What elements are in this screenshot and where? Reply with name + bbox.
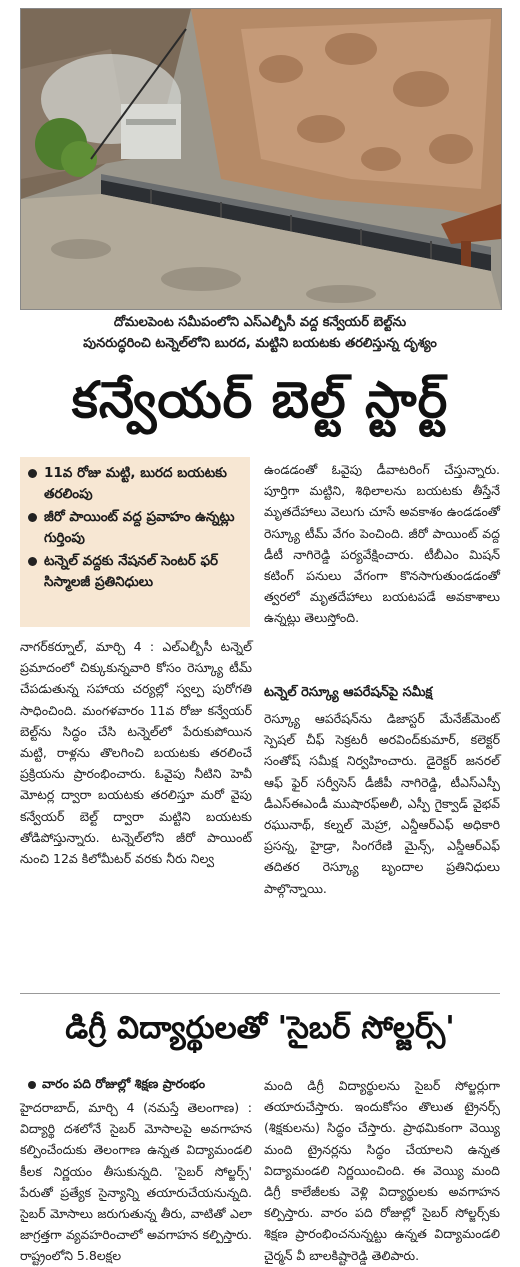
bullet-icon <box>28 513 37 522</box>
highlights-box <box>20 457 250 627</box>
conveyor-belt-photo <box>21 9 501 309</box>
bullet-icon <box>28 557 37 566</box>
story2-subhead <box>28 1075 258 1093</box>
body-paragraph: నాగర్‌కర్నూల్, మార్చి 4 : ఎల్ఎల్బీసీ టన్నెల్ ప్రమాదంలో చిక్కుకున్నవారి కోసం రెస్క్యూ టీమ్ చేపడుతున్న సహాయ చర్యల్లో స్వల్ప పురోగతి సాధించింది. మంగళవారం 11వ రోజు కన్వేయర్ బెల్ట్‌ను సిద్ధం చేసి టన్నెల్‌లో పేరుకుపోయిన మట్టి, రాళ్లను తొలగించి బయటకు తరలించే ప్రక్రియను ప్రారంభించారు. ఓవైపు నీటిని హెవీ మోటర్ల ద్వారా బయటకు తరలిస్తూ మరో వైపు కన్వేయర్ బెల్ట్ ద్వారా మట్టిని బయటకు తోడిపోస్తున్నారు. టన్నెల్‌లోని జీరో పాయింట్ నుంచి 12వ కిలోమీటర్ వరకు నీరు నిల్వ <box>20 639 252 867</box>
section-divider <box>20 993 500 994</box>
story2-body-right <box>264 1075 500 1266</box>
highlight-text: 11వ రోజు మట్టి, బురద బయటకు తరలింపు <box>44 465 227 502</box>
story-subhead: టన్నెల్ రెస్క్యూ ఆపరేషన్‌పై సమీక్ష <box>264 685 433 700</box>
body-paragraph: ఉండడంతో ఓవైపు డీవాటరింగ్ చేస్తున్నారు. పూర్తిగా మట్టిని, శిథిలాలను బయటకు తీస్తేనే మృతదేహాలు వెలుగు చూసే అవకాశం ఉండడంతో రెస్క్యూ టీమ్ వేగం పెంచింది. జీరో పాయింట్ వద్ద డీటీ నాగిరెడ్డి పర్యవేక్షించారు. టీబీఎం మిషన్ కటింగ్ పనులు వేగంగా కొనసాగుతుండడంతో త్వరలో మృతదేహాలు బయటపడే అవకాశాలు ఉన్నట్లు తెలుస్తోంది. <box>264 462 500 626</box>
caption-line-2: పునరుద్ధరించి టన్నెల్‌లోని బురద, మట్టిని బయటకు తరలిస్తున్న దృశ్యం <box>83 336 437 351</box>
body-paragraph: రెస్క్యూ ఆపరేషన్‌ను డిజాస్టర్ మేనేజ్‌మెంట్ స్పెషల్ చీఫ్ సెక్రటరీ అరవింద్‌కుమార్, కలెక్టర్ సంతోష్ సమీక్ష నిర్వహించారు. డైరెక్టర్ జనరల్ ఆఫ్ ఫైర్ సర్వీసెస్ డీజీపీ నాగిరెడ్డి, టీఎస్ఎస్పీ డీఎస్ఈఎండీ ముషారఫ్‌అలీ, ఎస్పీ గైక్వాడ్ వైభవ్ రఘునాథ్, కల్నల్ మెహ్రా, ఎన్డీఆర్ఎఫ్ అధికారి ప్రసన్న, హైడ్రా, సింగరేణి మైన్స్, ఎస్డీఆర్ఎఫ్ తదితర రెస్క్యూ బృందాల ప్రతినిధులు పాల్గొన్నాయి. <box>264 711 500 896</box>
story-headline: కన్వేయర్ బెల్ట్ స్టార్ట్ <box>71 371 449 429</box>
bullet-icon <box>28 1081 36 1089</box>
story-body-left <box>20 636 252 869</box>
highlight-item <box>28 507 242 549</box>
body-paragraph: హైదరాబాద్, మార్చి 4 (నమస్తే తెలంగాణ) : విద్యార్థి దశలోనే సైబర్ మోసాలపై అవగాహన కల్పించేందుకు తెలంగాణ ఉన్నత విద్యామండలి కీలక నిర్ణయం తీసుకున్నది. 'సైబర్ సోల్జర్స్' పేరుతో ప్రత్యేక సైన్యాన్ని తయారుచేయనున్నది. సైబర్ మోసాలు జరుగుతున్న తీరు, వాటితో ఎలా జాగ్రత్తగా వ్యవహరించాలో అవగాహన కల్పిస్తారు. రాష్ట్రంలోని 5.8లక్షల <box>20 1100 252 1264</box>
highlight-item <box>28 551 242 593</box>
story-body-right <box>264 459 500 629</box>
story2-headline: డిగ్రీ విద్యార్థులతో 'సైబర్ సోల్జర్స్' <box>65 1010 455 1046</box>
news-photo <box>20 8 502 310</box>
photo-caption <box>20 312 500 354</box>
highlight-text: జీరో పాయింట్ వద్ద ప్రవాహం ఉన్నట్లు గుర్తింపు <box>44 509 235 546</box>
story-body-right-lower <box>264 708 500 899</box>
highlight-item <box>28 463 242 505</box>
bullet-icon <box>28 469 37 478</box>
highlight-text: టన్నెల్ వద్దకు నేషనల్ సెంటర్ ఫర్ సిస్మాలజీ ప్రతినిధులు <box>44 553 219 590</box>
story2-subhead-text: వారం పది రోజుల్లో శిక్షణ ప్రారంభం <box>42 1076 206 1091</box>
story2-body-left <box>20 1097 252 1267</box>
caption-line-1: దోమలపెంట సమీపంలోని ఎస్ఎల్బీసీ వద్ద కన్వేయర్ బెల్ట్‌ను <box>113 315 407 330</box>
body-paragraph: మంది డిగ్రీ విద్యార్థులను సైబర్ సోల్జర్లుగా తయారుచేస్తారు. ఇందుకోసం తొలుత ట్రైనర్స్ (శిక్షకులను) సిద్ధం చేస్తారు. ప్రాథమికంగా వెయ్యి మంది ట్రైనర్లను సిద్ధం చేయాలని ఉన్నత విద్యామండలి నిర్ణయించింది. ఈ వెయ్యి మంది డిగ్రీ కాలేజీలకు వెళ్లి విద్యార్థులకు అవగాహన కల్పిస్తారు. వారం పది రోజుల్లో సైబర్ సోల్జర్స్‌కు శిక్షణ ప్రారంభించనున్నట్టు ఉన్నత విద్యామండలి చైర్మన్ వీ బాలకిష్టారెడ్డి తెలిపారు. <box>264 1078 500 1263</box>
